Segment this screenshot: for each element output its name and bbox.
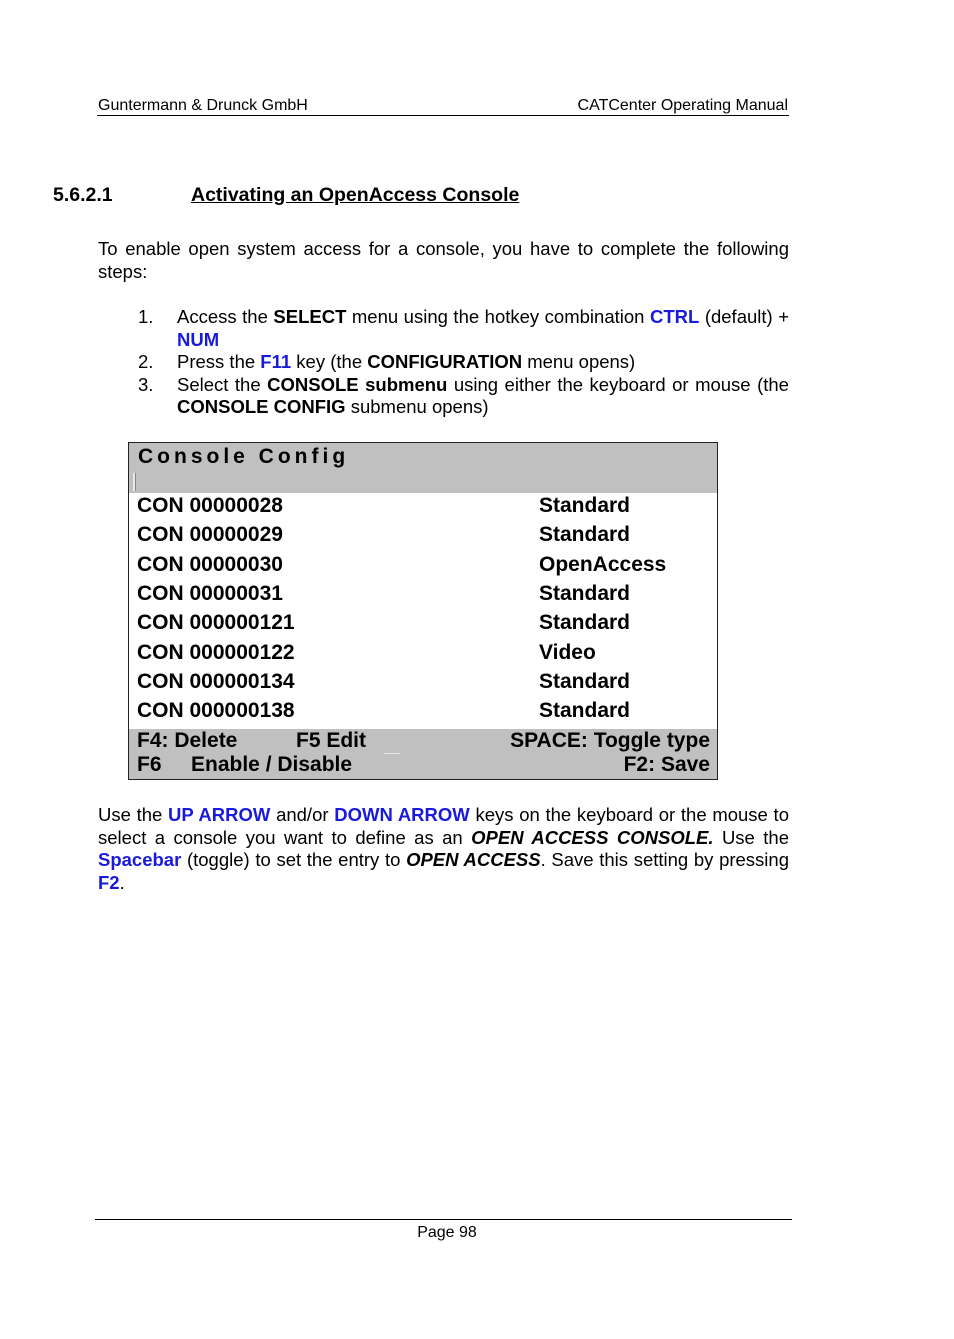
console-type: Standard	[539, 699, 631, 722]
page-number: Page 98	[417, 1224, 477, 1241]
f5-edit-key[interactable]: F5 Edit	[296, 729, 367, 752]
f4-delete-key[interactable]: F4: Delete	[137, 729, 238, 752]
console-row[interactable]	[129, 582, 717, 611]
step-text: submenu opens)	[345, 396, 489, 417]
up-arrow-key: UP ARROW	[168, 804, 271, 825]
footer-separator	[384, 753, 400, 754]
f6-key[interactable]: F6	[137, 753, 162, 776]
console-name: CON 000000138	[137, 699, 295, 722]
step-item	[138, 306, 789, 351]
footer-divider	[95, 1219, 792, 1220]
step-text: using either the keyboard or mouse (the	[447, 373, 789, 395]
cursor-marker	[133, 473, 136, 491]
console-row[interactable]	[129, 553, 717, 582]
hotkey-f11: F11	[260, 351, 292, 372]
console-row[interactable]	[129, 699, 717, 728]
body-text: . Save this setting by pressing	[540, 849, 789, 870]
console-type: Standard	[539, 494, 631, 517]
section-title: Activating an OpenAccess Console	[191, 184, 520, 206]
step-text: Press the	[177, 351, 261, 372]
console-type: Standard	[539, 582, 631, 605]
console-row[interactable]	[129, 523, 717, 552]
section-number: 5.6.2.1	[53, 184, 113, 206]
step-text: menu opens)	[522, 351, 636, 372]
console-type: Video	[539, 641, 596, 664]
console-name: CON 00000029	[137, 523, 283, 546]
body-text: .	[119, 871, 125, 893]
step-number: 3.	[138, 373, 154, 395]
steps-list	[138, 306, 789, 419]
body-text: Use the	[713, 826, 790, 848]
console-row[interactable]	[129, 641, 717, 670]
console-config-window	[128, 442, 718, 780]
console-config-titlebar	[129, 443, 717, 472]
spacebar-key: Spacebar	[98, 849, 182, 870]
header-company: Guntermann & Drunck GmbH	[98, 97, 308, 114]
body-text: and/or	[270, 804, 335, 825]
console-name: CON 00000030	[137, 553, 283, 576]
enable-disable-label: Enable / Disable	[191, 753, 353, 776]
hotkey-num: NUM	[177, 328, 220, 350]
step-text: Select the	[177, 373, 268, 395]
console-config-subbar	[129, 471, 717, 493]
down-arrow-key: DOWN ARROW	[334, 804, 470, 825]
step-number: 1.	[138, 306, 154, 327]
f2-key: F2	[98, 871, 120, 893]
console-type: OpenAccess	[539, 553, 667, 576]
console-name: CON 00000028	[137, 494, 283, 517]
console-name: CON 000000122	[137, 641, 295, 664]
space-toggle-key[interactable]: SPACE: Toggle type	[510, 729, 710, 752]
console-config-title: Console Config	[138, 445, 350, 468]
console-name: CON 00000031	[137, 582, 283, 605]
open-access-term: OPEN ACCESS	[406, 849, 541, 870]
outro-paragraph	[98, 804, 789, 894]
step-text: Access the	[177, 306, 274, 327]
menu-name: SELECT	[273, 306, 347, 327]
header-divider	[97, 115, 789, 116]
f2-save-key[interactable]: F2: Save	[623, 753, 710, 776]
step-text: (default) +	[699, 306, 789, 327]
body-text: keys on the keyboard or the mouse to select a console you want to define as an	[98, 804, 789, 848]
step-item	[138, 374, 789, 419]
console-name: CON 000000134	[137, 670, 295, 693]
step-number: 2.	[138, 351, 154, 372]
console-type: Standard	[539, 611, 631, 634]
console-name: CON 000000121	[137, 611, 295, 634]
console-type: Standard	[539, 523, 631, 546]
step-text: key (the	[291, 351, 368, 372]
body-text: (toggle) to set the entry to	[181, 849, 407, 870]
console-config-footer	[129, 729, 717, 779]
open-access-console-term: OPEN ACCESS CONSOLE.	[471, 826, 714, 848]
console-row[interactable]	[129, 611, 717, 640]
body-text: Use the	[98, 804, 169, 825]
menu-name: CONFIGURATION	[367, 351, 523, 372]
intro-paragraph: To enable open system access for a console, you have to complete the following steps:	[98, 238, 789, 282]
hotkey-ctrl: CTRL	[649, 306, 700, 327]
menu-name: CONSOLE submenu	[267, 373, 448, 395]
step-item	[138, 351, 789, 374]
menu-name: CONSOLE CONFIG	[177, 396, 346, 417]
console-type: Standard	[539, 670, 631, 693]
console-row[interactable]	[129, 494, 717, 523]
header-manual-title: CATCenter Operating Manual	[577, 97, 788, 114]
step-text: menu using the hotkey combination	[346, 306, 650, 327]
console-row[interactable]	[129, 670, 717, 699]
